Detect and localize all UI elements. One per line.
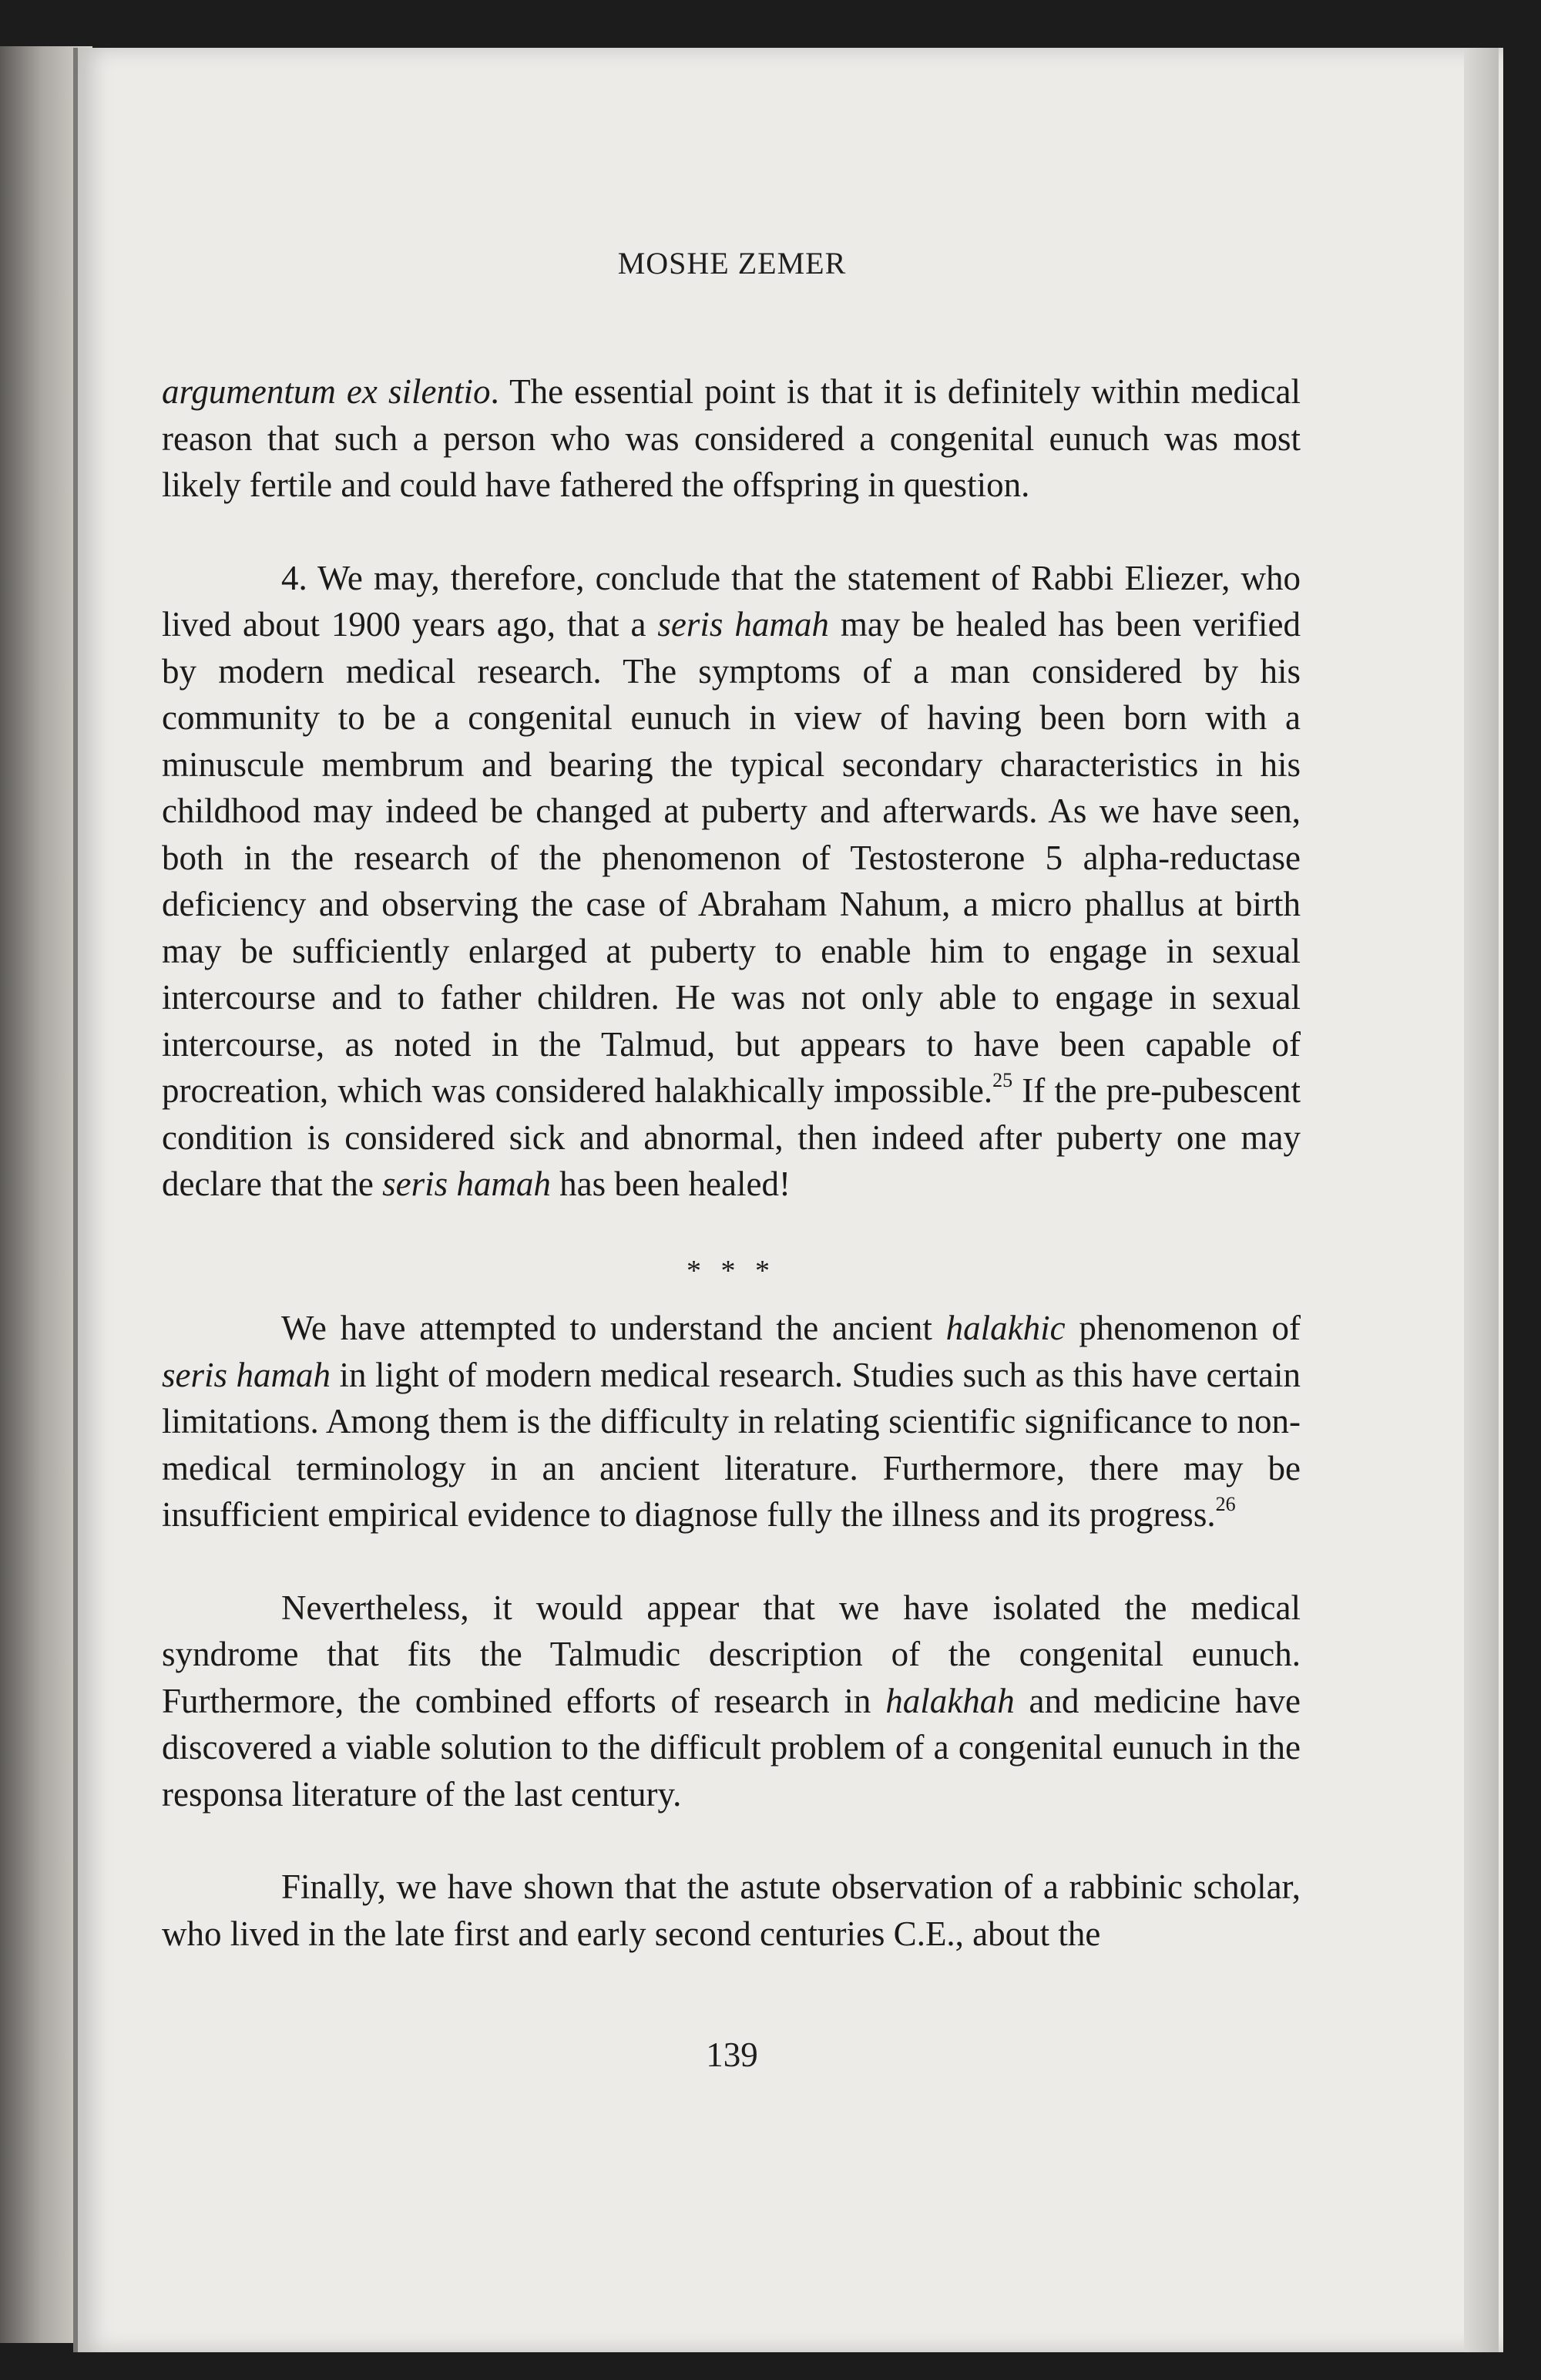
paragraph-3: We have attempted to understand the ancient halakhic phenomenon of seris hamah in light of modern medical research. Studies such as this have certain limitations. Among them is the difficulty in relating scientific significance to non-medical terminology in an ancient literature. Furthermore, there may be insufficient empirical evidence to diagnose fully the illness and its progress.$^{26}$ — [162, 1309, 1301, 1534]
page-number: 139 — [706, 2035, 758, 2074]
paragraph-5: Finally, we have shown that the astute observation of a rabbinic scholar, who lived in the late first and early second centuries C.E., about the — [162, 1867, 1301, 1953]
section-separator: * * * — [687, 1254, 776, 1287]
running-head: MOSHE ZEMER — [617, 246, 847, 281]
footnote-ref-25: 25 — [992, 1069, 1013, 1091]
term-halakhah: halakhah — [885, 1681, 1015, 1720]
term-seris-hamah: seris hamah — [657, 605, 829, 644]
paragraph-4: Nevertheless, it would appear that we have isolated the medical syndrome that fits the Talmudic description of the congenital eunuch. Furthermore, the combined efforts of research in halakhah and medicine have discovered a viable solution to the difficult problem of a congenital eunuch in the responsa literature of the last century. — [162, 1588, 1301, 1814]
latin-phrase: argumentum ex silentio — [162, 372, 491, 411]
page-right-edge — [1464, 48, 1499, 2352]
body-text — [162, 368, 1301, 1957]
paragraph-2: 4. We may, therefore, conclude that the statement of Rabbi Eliezer, who lived about 1900 years ago, that a seris hamah may be healed has been verified by modern medical research. The symptoms of a man considered by his community to be a congenital eunuch in view of having been born with a minuscule membrum and bearing the typical secondary characteristics in his childhood may indeed be changed at puberty and afterwards. As we have seen, both in the research of the phenomenon of Testosterone 5 alpha-reductase deficiency and observing the case of Abraham Nahum, a micro phallus at birth may be sufficiently enlarged at puberty to enable him to engage in sexual intercourse and to father children. He was not only able to engage in sexual intercourse, as noted in the Talmud, but appears to have been capable of procreation, which was considered halakhically impossible.$^{25}$ If the pre-pubescent condition is considered sick and abnormal, then indeed after puberty one may declare that the seris hamah has been healed! — [162, 558, 1301, 1203]
term-halakhic: halakhic — [945, 1309, 1066, 1347]
term-seris-hamah: seris hamah — [162, 1355, 331, 1394]
term-seris-hamah: seris hamah — [382, 1165, 551, 1203]
paragraph-1: argumentum ex silentio. The essential point is that it is definitely within medical reason that such a person who was considered a congenital eunuch was most likely fertile and could have fathered the offspring in question. — [162, 372, 1301, 504]
footnote-ref-26: 26 — [1215, 1493, 1236, 1515]
